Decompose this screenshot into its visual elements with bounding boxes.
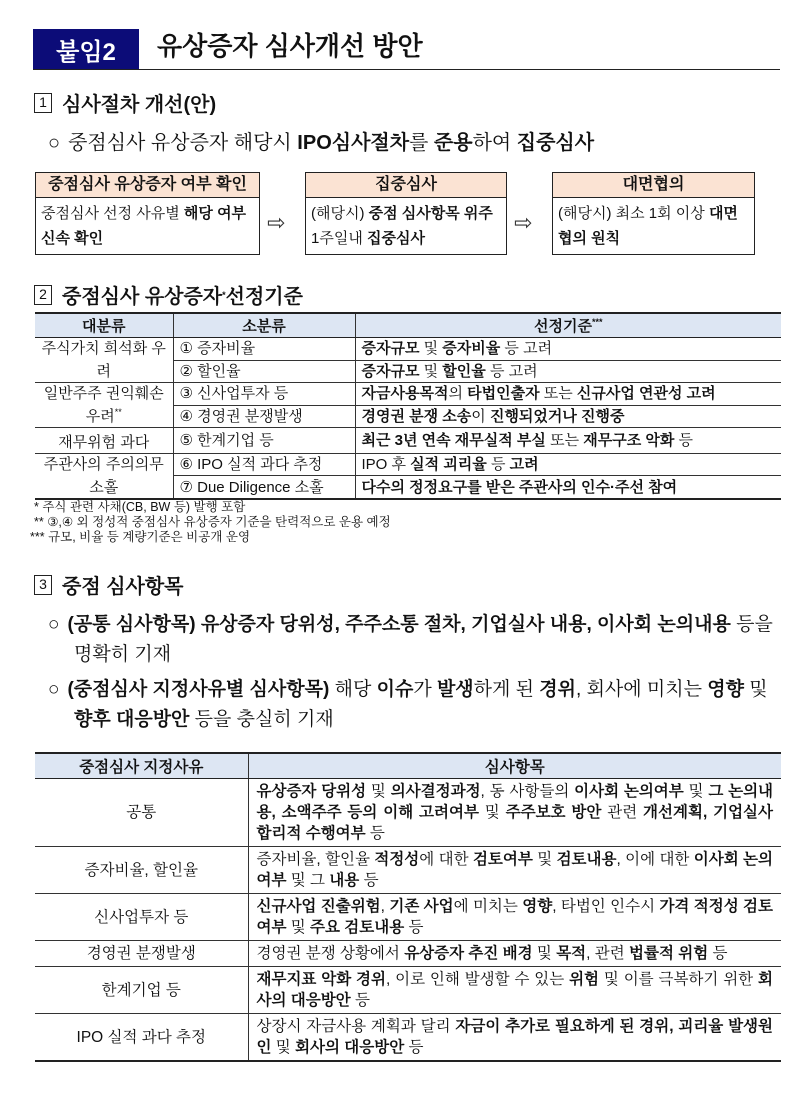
text: 상장시 자금사용 계획과 달리 xyxy=(256,1018,456,1035)
text: , 이로 인해 발생할 수 있는 xyxy=(385,971,570,988)
section-1-heading xyxy=(34,88,216,117)
text: (해당시) 최소 1회 이상 xyxy=(558,205,709,222)
bold-text: 이슈 xyxy=(376,679,414,700)
bold-text: (공통 심사항목) 유상증자 당위성, 주주소통 절차, 기업실사 내용, 이사회 논의내용 xyxy=(67,614,731,635)
bold-text: 목적 xyxy=(556,945,587,962)
bold-text: 주요 검토내용 xyxy=(310,919,405,936)
text: 등 xyxy=(708,945,728,962)
appendix-badge: 붙임2 xyxy=(33,29,139,69)
bold-text: 집중심사 xyxy=(366,230,425,247)
text: 관련 xyxy=(601,804,644,821)
bold-text: 최근 3년 연속 재무실적 부실 xyxy=(361,432,546,449)
text: 및 xyxy=(419,362,443,380)
table-row xyxy=(35,338,781,361)
text: 및 그 xyxy=(286,872,330,889)
text: 하여 xyxy=(472,132,517,154)
text: 및 xyxy=(271,1039,296,1056)
text: 증자비율, 할인율 xyxy=(256,851,375,868)
col-header: 소분류 xyxy=(173,313,355,338)
table-row xyxy=(35,847,781,894)
reason-cell: 공통 xyxy=(35,779,248,847)
bold-text: 기존 사업 xyxy=(389,898,454,915)
text: 중점심사 선정 사유별 xyxy=(41,205,184,222)
bold-text: 유상증자 당위성 xyxy=(256,783,367,800)
review-items-cell xyxy=(248,941,781,967)
flow-step-2 xyxy=(305,172,507,255)
bold-text: 영향 xyxy=(707,679,744,700)
bold-text: 위험 xyxy=(569,971,600,988)
review-items-cell xyxy=(248,779,781,847)
section-title: 중점심사 유상증자 xyxy=(62,286,223,308)
text: 를 xyxy=(409,132,434,154)
text: IPO 후 xyxy=(361,456,411,474)
text: , xyxy=(380,898,390,915)
table-row xyxy=(35,779,781,847)
bold-text: 신규사업 진출위험 xyxy=(256,898,381,915)
section-3-bullet: ○ (중점심사 지정사유별 심사항목) 해당 이슈가 발생하게 된 경위, 회사에 미치는 영향 및 향후 대응방안 등을 충실히 기재 xyxy=(48,679,768,730)
col-header: 중점심사 지정사유 xyxy=(35,753,248,779)
major-category: 일반주주 권익훼손 우려** xyxy=(35,383,173,428)
table-row xyxy=(35,1014,781,1062)
col-header: 대분류 xyxy=(35,313,173,338)
bold-text: IPO심사절차 xyxy=(297,132,410,154)
review-items-cell xyxy=(248,847,781,894)
bold-text: 중점 심사항목 위주 xyxy=(368,205,493,222)
rich-text xyxy=(67,614,772,665)
table-row xyxy=(35,941,781,967)
minor-category: ③ 신사업투자 등 xyxy=(173,383,355,406)
review-items-table xyxy=(35,752,781,1062)
flow-step-head: 중점심사 유상증자 여부 확인 xyxy=(36,173,259,198)
bold-text: 진행되었거나 진행중 xyxy=(489,407,625,425)
text: 에 대한 xyxy=(419,851,473,868)
criteria-cell xyxy=(355,428,781,454)
text: 등을 충실히 기재 xyxy=(189,709,334,730)
bold-text: 검토여부 xyxy=(472,851,533,868)
text: 등을 명확히 기재 xyxy=(74,614,773,665)
major-category: 주식가치 희석화 우려 xyxy=(35,338,173,383)
bold-text: 그 논의내용, 소액주주 등의 이해 고려여부 xyxy=(256,783,774,821)
bold-text: 증자규모 xyxy=(361,362,420,380)
bold-text: 자금사용목적 xyxy=(361,385,449,403)
text: 에 미치는 xyxy=(453,898,523,915)
bold-text: 의사결정과정 xyxy=(390,783,481,800)
rich-text xyxy=(68,132,594,154)
text: , 이에 대한 xyxy=(616,851,694,868)
text: 등 xyxy=(365,825,385,842)
text: 의 xyxy=(448,385,468,403)
bold-text: 경영권 분쟁 소송 xyxy=(361,407,472,425)
bold-text: 내용 xyxy=(329,872,360,889)
rich-text xyxy=(553,198,754,254)
text: 경영권 분쟁 상황에서 xyxy=(256,945,405,962)
bold-text: 증자비율 xyxy=(442,340,501,358)
bold-text: 이사회 논의여부 xyxy=(574,783,684,800)
text: 등 xyxy=(486,456,510,474)
flow-step-head: 대면협의 xyxy=(553,173,754,198)
bold-text: 적정성 xyxy=(374,851,420,868)
reason-cell: 한계기업 등 xyxy=(35,967,248,1014)
section-3-bullet: ○ (공통 심사항목) 유상증자 당위성, 주주소통 절차, 기업실사 내용, 이사회 논의내용 등을 명확히 기재 xyxy=(48,614,773,665)
flow-step-1 xyxy=(35,172,260,255)
text: 등 xyxy=(404,1039,424,1056)
minor-category: ① 증자비율 xyxy=(173,338,355,361)
section-number: 2 xyxy=(34,285,52,305)
flow-step-head: 집중심사 xyxy=(306,173,506,198)
text: , 동 사항들의 xyxy=(480,783,575,800)
bold-text: 타법인출자 xyxy=(467,385,540,403)
text: 가 xyxy=(413,679,437,700)
bold-text: 법률적 위험 xyxy=(629,945,709,962)
criteria-cell xyxy=(355,360,781,383)
section-3-heading xyxy=(34,570,183,599)
page-title: 유상증자 심사개선 방안 xyxy=(157,31,423,61)
bold-text: 할인율 xyxy=(442,362,486,380)
text: 1주일내 xyxy=(311,230,367,247)
bold-text: 고려 xyxy=(509,456,539,474)
bold-text: 영향 xyxy=(522,898,553,915)
table-row xyxy=(35,383,781,406)
section-1-bullet: ○ 중점심사 유상증자 해당시 IPO심사절차를 준용하여 집중심사 xyxy=(48,132,595,154)
bold-text: 신규사업 연관성 고려 xyxy=(576,385,716,403)
table-row xyxy=(35,454,781,476)
bold-text: 다수의 정정요구를 받은 주관사의 인수·주선 참여 xyxy=(361,478,678,496)
section-number: 3 xyxy=(34,575,52,595)
section-title-end: 선정기준 xyxy=(225,286,303,308)
bold-text: 준용 xyxy=(433,132,473,154)
col-header: 심사항목 xyxy=(248,753,781,779)
flow-step-3 xyxy=(552,172,755,255)
text: (해당시) xyxy=(311,205,369,222)
text: 이 xyxy=(471,407,490,425)
bold-text: 재무지표 악화 경위 xyxy=(256,971,386,988)
footnote: *** 규모, 비율 등 계량기준은 비공개 운영 xyxy=(30,530,251,544)
bold-text: 발생 xyxy=(436,679,474,700)
footnote: ** ③,④ 외 정성적 중점심사 유상증자 기준을 탄력적으로 운용 예정 xyxy=(34,515,391,529)
text: 및 xyxy=(532,851,557,868)
minor-category: ⑦ Due Diligence 소홀 xyxy=(173,476,355,499)
text: 등 고려 xyxy=(500,340,553,358)
arrow-right-icon: ⇨ xyxy=(267,210,286,235)
major-category: 주관사의 주의의무 소홀 xyxy=(35,454,173,500)
rich-text xyxy=(36,198,259,254)
text: 및 xyxy=(419,340,443,358)
bold-text: 대면협의 원칙 xyxy=(558,205,738,247)
text: 등 고려 xyxy=(485,362,538,380)
bold-text: (중점심사 지정사유별 심사항목) xyxy=(67,679,330,700)
bold-text: 집중심사 xyxy=(516,132,595,154)
col-header: 선정기준*** xyxy=(355,313,781,338)
arrow-right-icon: ⇨ xyxy=(514,210,533,235)
criteria-cell xyxy=(355,338,781,361)
criteria-cell xyxy=(355,476,781,499)
reason-cell: IPO 실적 과다 추정 xyxy=(35,1014,248,1062)
text: 및 xyxy=(286,919,311,936)
text: 해당 xyxy=(329,679,377,700)
text: 또는 xyxy=(539,385,577,403)
table-row xyxy=(35,894,781,941)
text: 등 xyxy=(674,432,694,449)
criteria-cell xyxy=(355,454,781,476)
section-number: 1 xyxy=(34,93,52,113)
section-title: 중점 심사항목 xyxy=(62,576,184,598)
text: 및 xyxy=(683,783,709,800)
rich-text xyxy=(67,679,767,730)
text: 및 이를 극복하기 위한 xyxy=(599,971,759,988)
text: 및 xyxy=(532,945,557,962)
criteria-cell xyxy=(355,383,781,406)
major-category: 재무위험 과다 xyxy=(35,428,173,454)
criteria-cell xyxy=(355,405,781,428)
bold-text: 가격 적정성 검토여부 xyxy=(256,898,773,936)
bold-text: 주주보호 방안 xyxy=(505,804,602,821)
bold-text: 향후 대응방안 xyxy=(74,709,190,730)
rich-text xyxy=(306,198,506,254)
table-row xyxy=(35,428,781,454)
footnote-mark: * xyxy=(222,289,226,300)
bold-text: 증자규모 xyxy=(361,340,420,358)
text: , 관련 xyxy=(586,945,630,962)
text: 등 xyxy=(404,919,424,936)
bold-text: 재무구조 악화 xyxy=(583,432,675,449)
text: 중점심사 유상증자 해당시 xyxy=(68,132,298,154)
footnote: * 주식 관련 사채(CB, BW 등) 발행 포함 xyxy=(34,500,246,514)
text: 하게 된 xyxy=(473,679,540,700)
review-items-cell xyxy=(248,967,781,1014)
minor-category: ⑤ 한계기업 등 xyxy=(173,428,355,454)
minor-category: ④ 경영권 분쟁발생 xyxy=(173,405,355,428)
bold-text: 회사의 대응방안 xyxy=(295,1039,405,1056)
reason-cell: 경영권 분쟁발생 xyxy=(35,941,248,967)
minor-category: ② 할인율 xyxy=(173,360,355,383)
document-title xyxy=(33,28,780,70)
bold-text: 실적 괴리율 xyxy=(410,456,487,474)
reason-cell: 증자비율, 할인율 xyxy=(35,847,248,894)
bold-text: 회사의 대응방안 xyxy=(256,971,773,1009)
review-items-cell xyxy=(248,894,781,941)
section-title: 심사절차 개선(안) xyxy=(62,94,217,116)
reason-cell: 신사업투자 등 xyxy=(35,894,248,941)
bold-text: 경위 xyxy=(539,679,577,700)
bold-text: 해당 여부 신속 확인 xyxy=(41,205,247,247)
text: 및 xyxy=(366,783,391,800)
text: , 타법인 인수시 xyxy=(552,898,660,915)
text: 등 xyxy=(350,992,370,1009)
text: 및 xyxy=(743,679,768,700)
review-items-cell xyxy=(248,1014,781,1062)
section-2-heading xyxy=(34,280,303,309)
bold-text: 개선계획, 기업실사 합리적 수행여부 xyxy=(256,804,774,842)
bold-text: 자금이 추가로 필요하게 된 경위, 괴리율 발생원인 xyxy=(256,1018,773,1056)
bold-text: 유상증자 추진 배경 xyxy=(404,945,533,962)
text: 등 xyxy=(359,872,379,889)
table-row xyxy=(35,967,781,1014)
selection-criteria-table xyxy=(35,312,781,500)
minor-category: ⑥ IPO 실적 과다 추정 xyxy=(173,454,355,476)
bold-text: 검토내용 xyxy=(556,851,617,868)
text: , 회사에 미치는 xyxy=(576,679,708,700)
text: 및 xyxy=(478,804,506,821)
bold-text: 이사회 논의여부 xyxy=(256,851,773,889)
text: 또는 xyxy=(545,432,584,449)
